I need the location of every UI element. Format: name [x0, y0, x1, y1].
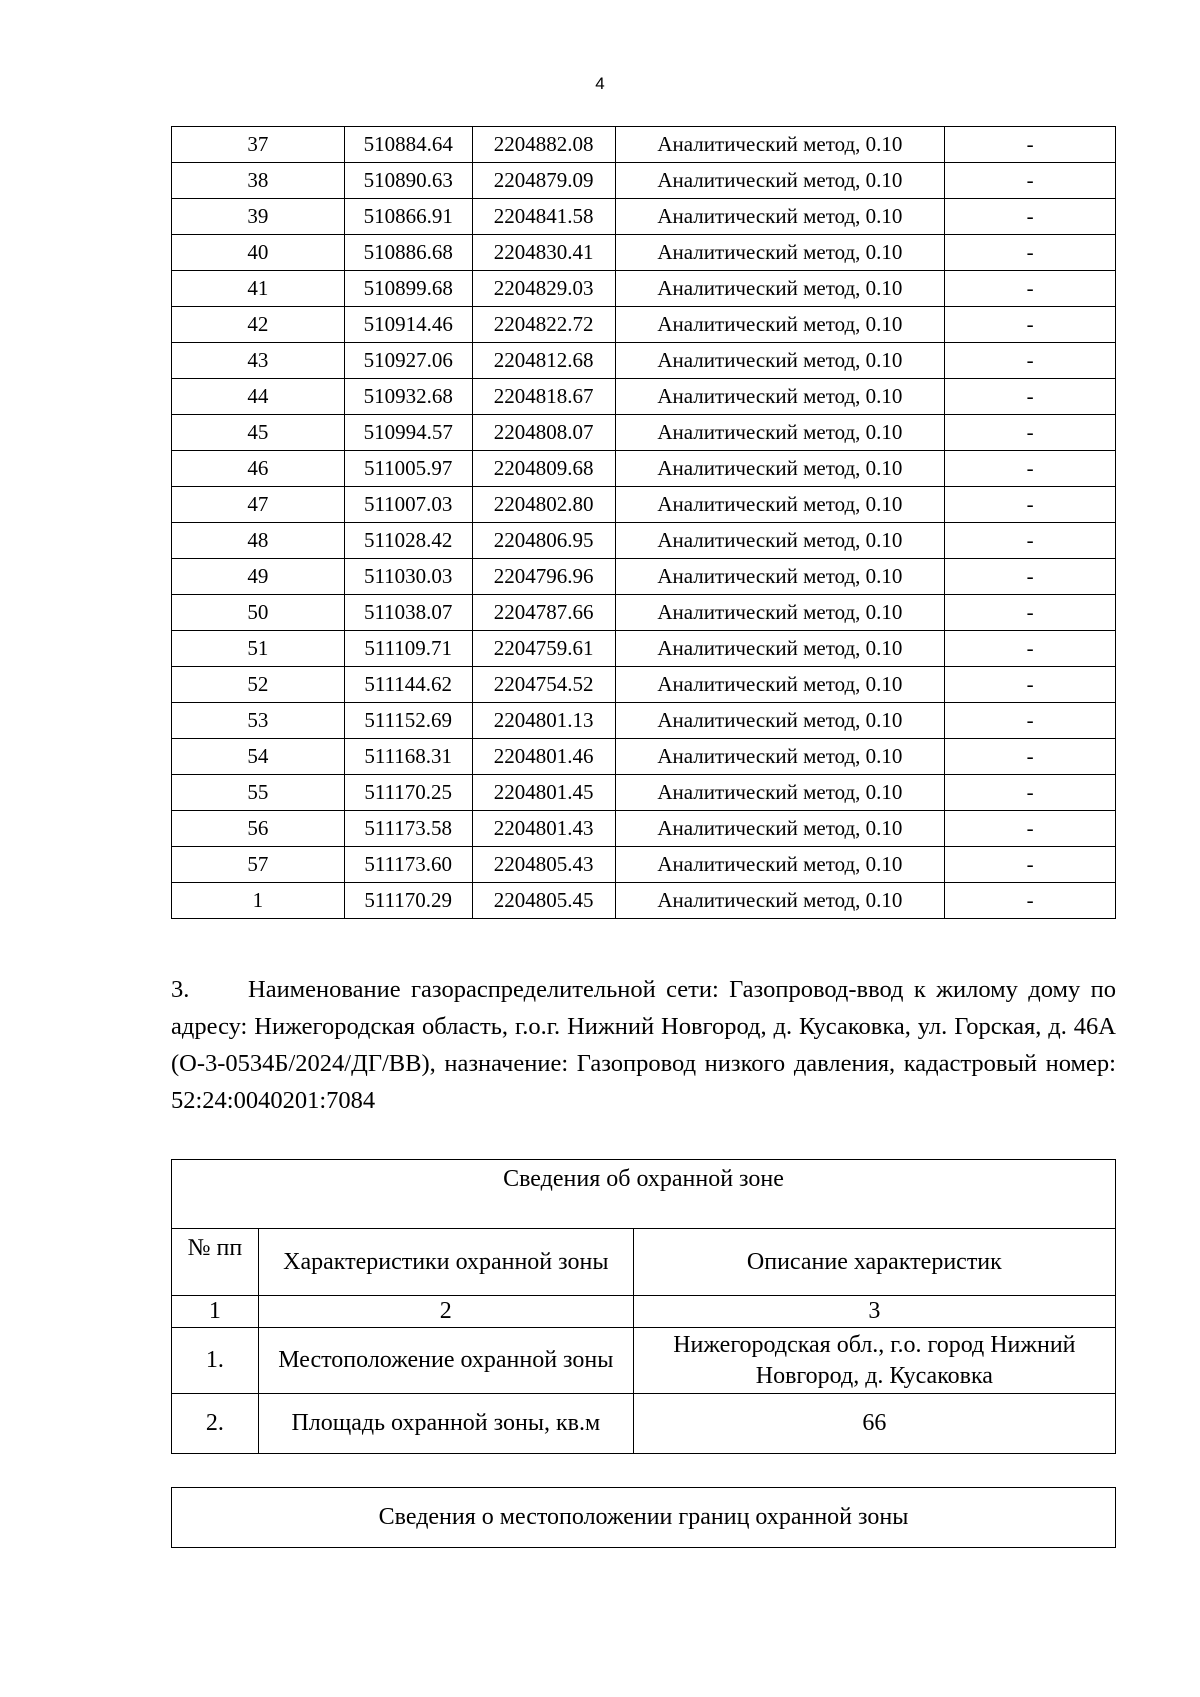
table-row	[172, 271, 1116, 307]
point-number: 42	[172, 307, 345, 343]
x-coordinate: 511152.69	[344, 703, 472, 739]
determination-method: Аналитический метод, 0.10	[615, 523, 945, 559]
zone-header-description: Описание характеристик	[633, 1229, 1115, 1296]
determination-method: Аналитический метод, 0.10	[615, 343, 945, 379]
section-number: 3.	[171, 976, 190, 1003]
point-number: 49	[172, 559, 345, 595]
zone-header-number: № пп	[172, 1229, 259, 1296]
point-number: 40	[172, 235, 345, 271]
point-number: 44	[172, 379, 345, 415]
y-coordinate: 2204882.08	[472, 127, 615, 163]
point-number: 50	[172, 595, 345, 631]
x-coordinate: 511007.03	[344, 487, 472, 523]
y-coordinate: 2204830.41	[472, 235, 615, 271]
table-row	[172, 523, 1116, 559]
x-coordinate: 510886.68	[344, 235, 472, 271]
x-coordinate: 511168.31	[344, 739, 472, 775]
table-row	[172, 199, 1116, 235]
point-number: 38	[172, 163, 345, 199]
note: -	[945, 163, 1116, 199]
y-coordinate: 2204801.13	[472, 703, 615, 739]
note: -	[945, 415, 1116, 451]
x-coordinate: 510994.57	[344, 415, 472, 451]
determination-method: Аналитический метод, 0.10	[615, 451, 945, 487]
point-number: 48	[172, 523, 345, 559]
table-row	[172, 163, 1116, 199]
table-row	[172, 883, 1116, 919]
table-row	[172, 451, 1116, 487]
table-row	[172, 415, 1116, 451]
x-coordinate: 510884.64	[344, 127, 472, 163]
point-number: 37	[172, 127, 345, 163]
point-number: 57	[172, 847, 345, 883]
note: -	[945, 631, 1116, 667]
table-row	[172, 631, 1116, 667]
note: -	[945, 307, 1116, 343]
y-coordinate: 2204801.45	[472, 775, 615, 811]
zone-col-number-3: 3	[633, 1296, 1115, 1328]
x-coordinate: 510932.68	[344, 379, 472, 415]
table-row	[172, 343, 1116, 379]
table-row	[172, 559, 1116, 595]
determination-method: Аналитический метод, 0.10	[615, 667, 945, 703]
note: -	[945, 127, 1116, 163]
table-row	[172, 703, 1116, 739]
point-number: 53	[172, 703, 345, 739]
note: -	[945, 775, 1116, 811]
x-coordinate: 510890.63	[344, 163, 472, 199]
table-row	[172, 379, 1116, 415]
y-coordinate: 2204801.43	[472, 811, 615, 847]
y-coordinate: 2204809.68	[472, 451, 615, 487]
point-number: 43	[172, 343, 345, 379]
y-coordinate: 2204787.66	[472, 595, 615, 631]
y-coordinate: 2204801.46	[472, 739, 615, 775]
x-coordinate: 510866.91	[344, 199, 472, 235]
determination-method: Аналитический метод, 0.10	[615, 631, 945, 667]
y-coordinate: 2204805.43	[472, 847, 615, 883]
note: -	[945, 487, 1116, 523]
point-number: 46	[172, 451, 345, 487]
y-coordinate: 2204802.80	[472, 487, 615, 523]
x-coordinate: 511030.03	[344, 559, 472, 595]
zone-header-characteristics: Характеристики охранной зоны	[258, 1229, 633, 1296]
table-row	[172, 667, 1116, 703]
determination-method: Аналитический метод, 0.10	[615, 415, 945, 451]
note: -	[945, 451, 1116, 487]
note: -	[945, 343, 1116, 379]
note: -	[945, 811, 1116, 847]
section-3-text: Наименование газораспределительной сети: Газопровод-ввод к жилому дому по адресу: Нижегородская область, г.о.г. Нижний Новгород, д. Кусаковка, ул. Горская, д. 46А (О-3-0534Б/2024/ДГ/ВВ), назначение: Газопровод низкого давления, кадастровый номер: 52:24:0040201:7084	[171, 976, 1116, 1114]
table-row	[172, 811, 1116, 847]
x-coordinate: 511109.71	[344, 631, 472, 667]
x-coordinate: 511144.62	[344, 667, 472, 703]
zone-row-characteristic: Площадь охранной зоны, кв.м	[258, 1394, 633, 1454]
zone-row-number: 1.	[172, 1328, 259, 1394]
point-number: 39	[172, 199, 345, 235]
zone-row-description: Нижегородская обл., г.о. город Нижний Новгород, д. Кусаковка	[633, 1328, 1115, 1394]
table-row	[172, 487, 1116, 523]
y-coordinate: 2204808.07	[472, 415, 615, 451]
boundaries-section-title: Сведения о местоположении границ охранной зоны	[171, 1487, 1116, 1548]
y-coordinate: 2204754.52	[472, 667, 615, 703]
x-coordinate: 510899.68	[344, 271, 472, 307]
y-coordinate: 2204806.95	[472, 523, 615, 559]
point-number: 55	[172, 775, 345, 811]
determination-method: Аналитический метод, 0.10	[615, 703, 945, 739]
determination-method: Аналитический метод, 0.10	[615, 739, 945, 775]
coordinates-table	[171, 126, 1116, 919]
y-coordinate: 2204812.68	[472, 343, 615, 379]
note: -	[945, 271, 1116, 307]
determination-method: Аналитический метод, 0.10	[615, 163, 945, 199]
determination-method: Аналитический метод, 0.10	[615, 595, 945, 631]
note: -	[945, 559, 1116, 595]
note: -	[945, 379, 1116, 415]
determination-method: Аналитический метод, 0.10	[615, 487, 945, 523]
point-number: 52	[172, 667, 345, 703]
point-number: 47	[172, 487, 345, 523]
x-coordinate: 511170.29	[344, 883, 472, 919]
x-coordinate: 510927.06	[344, 343, 472, 379]
note: -	[945, 703, 1116, 739]
note: -	[945, 739, 1116, 775]
determination-method: Аналитический метод, 0.10	[615, 271, 945, 307]
table-row	[172, 127, 1116, 163]
y-coordinate: 2204879.09	[472, 163, 615, 199]
point-number: 45	[172, 415, 345, 451]
x-coordinate: 511038.07	[344, 595, 472, 631]
table-row	[172, 847, 1116, 883]
point-number: 54	[172, 739, 345, 775]
zone-table-title: Сведения об охранной зоне	[172, 1160, 1116, 1229]
x-coordinate: 511005.97	[344, 451, 472, 487]
x-coordinate: 511173.58	[344, 811, 472, 847]
x-coordinate: 511173.60	[344, 847, 472, 883]
determination-method: Аналитический метод, 0.10	[615, 775, 945, 811]
table-row	[172, 739, 1116, 775]
page-number: 4	[595, 74, 605, 93]
x-coordinate: 511028.42	[344, 523, 472, 559]
y-coordinate: 2204796.96	[472, 559, 615, 595]
point-number: 56	[172, 811, 345, 847]
determination-method: Аналитический метод, 0.10	[615, 307, 945, 343]
y-coordinate: 2204805.45	[472, 883, 615, 919]
note: -	[945, 235, 1116, 271]
protection-zone-table	[171, 1159, 1116, 1454]
note: -	[945, 523, 1116, 559]
determination-method: Аналитический метод, 0.10	[615, 559, 945, 595]
y-coordinate: 2204818.67	[472, 379, 615, 415]
determination-method: Аналитический метод, 0.10	[615, 127, 945, 163]
y-coordinate: 2204822.72	[472, 307, 615, 343]
determination-method: Аналитический метод, 0.10	[615, 811, 945, 847]
note: -	[945, 847, 1116, 883]
note: -	[945, 199, 1116, 235]
note: -	[945, 595, 1116, 631]
y-coordinate: 2204759.61	[472, 631, 615, 667]
x-coordinate: 510914.46	[344, 307, 472, 343]
determination-method: Аналитический метод, 0.10	[615, 379, 945, 415]
section-3-paragraph	[171, 971, 1116, 1119]
note: -	[945, 667, 1116, 703]
note: -	[945, 883, 1116, 919]
zone-row-description: 66	[633, 1394, 1115, 1454]
determination-method: Аналитический метод, 0.10	[615, 883, 945, 919]
zone-row-characteristic: Местоположение охранной зоны	[258, 1328, 633, 1394]
point-number: 1	[172, 883, 345, 919]
zone-row-number: 2.	[172, 1394, 259, 1454]
point-number: 41	[172, 271, 345, 307]
zone-col-number-1: 1	[172, 1296, 259, 1328]
zone-col-number-2: 2	[258, 1296, 633, 1328]
y-coordinate: 2204829.03	[472, 271, 615, 307]
table-row	[172, 235, 1116, 271]
table-row	[172, 595, 1116, 631]
point-number: 51	[172, 631, 345, 667]
determination-method: Аналитический метод, 0.10	[615, 847, 945, 883]
determination-method: Аналитический метод, 0.10	[615, 199, 945, 235]
table-row	[172, 307, 1116, 343]
determination-method: Аналитический метод, 0.10	[615, 235, 945, 271]
table-row	[172, 775, 1116, 811]
y-coordinate: 2204841.58	[472, 199, 615, 235]
x-coordinate: 511170.25	[344, 775, 472, 811]
